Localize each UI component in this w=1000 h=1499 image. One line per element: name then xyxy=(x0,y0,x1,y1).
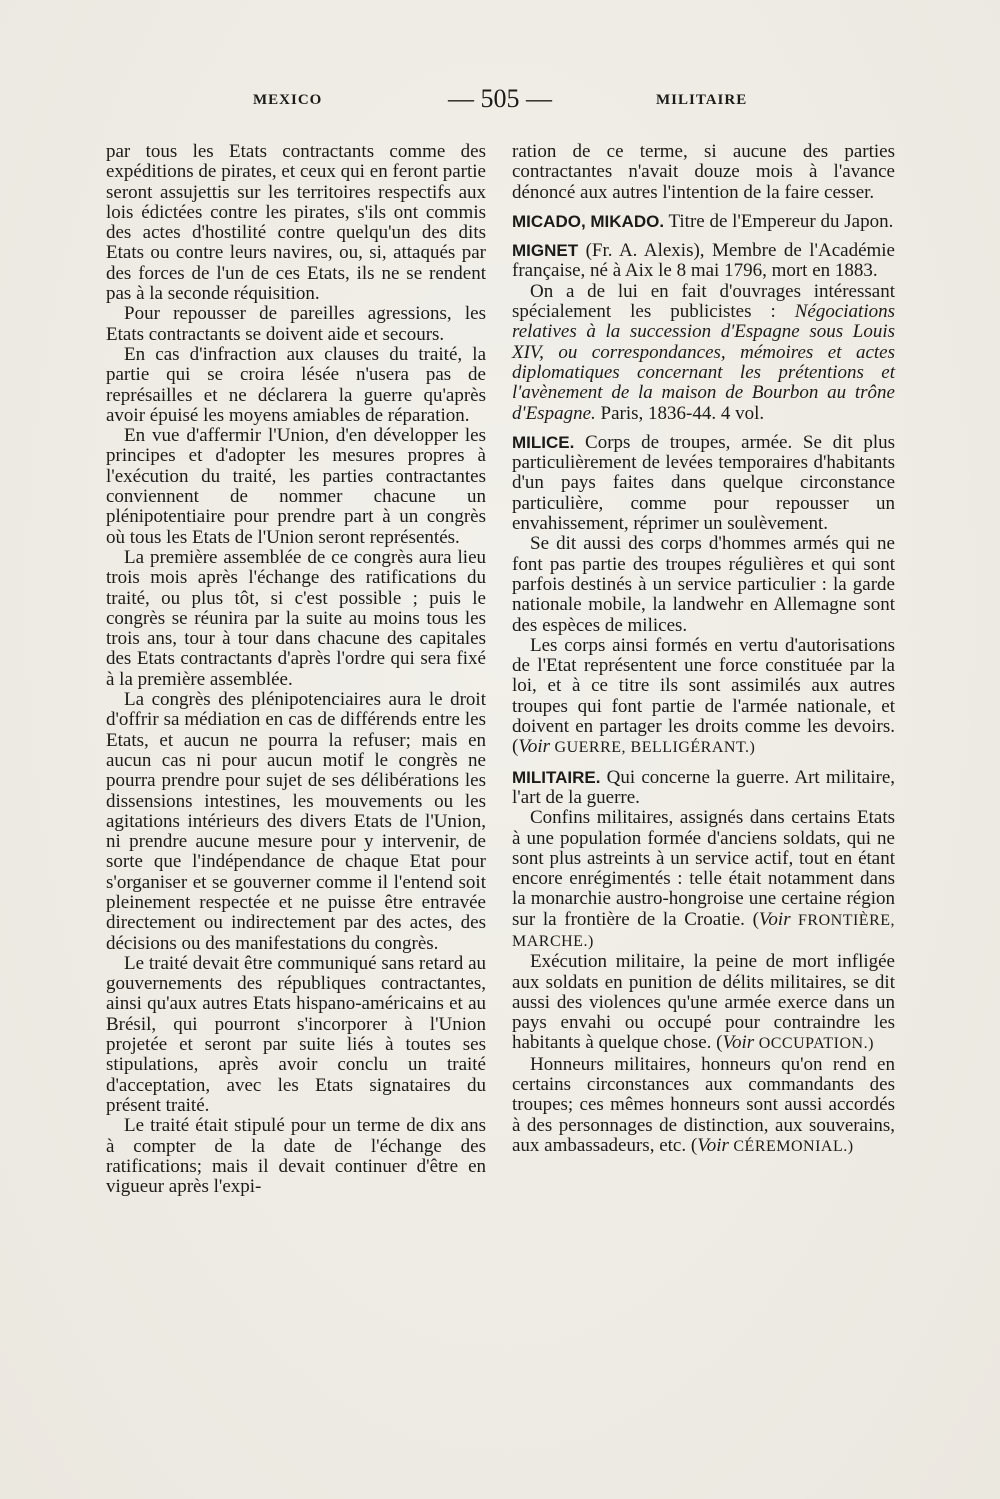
text-run: Honneurs militaires, honneurs qu'on rend en certains circonstances aux commandants des troupes; ces mêmes honneurs sont aussi accordés à des personnages de distinction, aux souverains, aux ambassadeurs, etc. ( xyxy=(512,1053,895,1156)
paragraph: Pour repousser de pareilles agressions, les Etats contractants se doivent aide et secours. xyxy=(106,303,486,345)
entry-text: (Fr. A. Alexis), Membre de l'Académie française, né à Aix le 8 mai 1796, mort en 1883. xyxy=(512,240,895,282)
entry-headword: MILITAIRE. xyxy=(512,767,601,787)
text-run: Les corps ainsi formés en vertu d'autorisations de l'Etat représentent une force constituée par la loi, et à ce titre ils sont assimilés aux autres troupes qui font partie de l'armée nationale, et doivent en partager les droits comme les devoirs. ( xyxy=(512,634,895,758)
text-run: Paris, 1836-44. 4 vol. xyxy=(595,402,765,424)
paragraph xyxy=(512,282,895,424)
right-column xyxy=(512,142,895,1157)
paragraph xyxy=(512,952,895,1054)
entry-text: Titre de l'Empereur du Japon. xyxy=(664,210,894,232)
entry-milice xyxy=(512,433,895,534)
paragraph: En cas d'infraction aux clauses du traité, la partie qui se croira lésée n'usera pas de représailles et ne déclarera la guerre qu'après avoir épuisé les moyens amiables de réparation. xyxy=(106,343,486,426)
voir-reference: Voir xyxy=(697,1134,729,1156)
entry-micado xyxy=(512,212,895,232)
voir-reference: Voir xyxy=(758,908,791,930)
book-title: Négociations relatives à la succession d'Espagne sous Louis XIV, ou correspondances, mémoires et actes diplomatiques concernant les prétentions et l'avènement de la maison de Bourbon au trône d'Espagne. xyxy=(512,301,895,424)
text-run: Exécution militaire, la peine de mort infligée aux soldats en punition de délits militaires, se dit aussi des violences qu'une armée exerce dans un pays envahi ou occupé pour contraindre les habitants à quelque chose. ( xyxy=(512,951,895,1054)
paragraph xyxy=(512,636,895,759)
cross-reference: CÉREMONIAL.) xyxy=(728,1137,854,1155)
entry-text: Qui concerne la guerre. Art militaire, l'art de la guerre. xyxy=(512,766,895,808)
paragraph: Se dit aussi des corps d'hommes armés qui ne font pas partie des troupes régulières et qui sont parfois destinés à un service particulier : la garde nationale mobile, la landwehr en Allemagne sont des espèces de milices. xyxy=(512,533,895,636)
header-right-title: MILITAIRE xyxy=(656,92,748,108)
text-run: On a de lui en fait d'ouvrages intéressant spécialement les publicistes : xyxy=(512,280,895,323)
entry-militaire xyxy=(512,768,895,809)
page-number: — 505 — xyxy=(448,84,552,113)
entry-headword: MICADO, MIKADO. xyxy=(512,211,665,231)
paragraph: ration de ce terme, si aucune des parties contractantes n'avait douze mois à l'avance dénoncé aux autres l'intention de la faire cesser. xyxy=(512,141,895,203)
paragraph xyxy=(512,1055,895,1157)
paragraph: La première assemblée de ce congrès aura lieu trois mois après l'échange des ratifications du traité, ou plus tôt, si c'est possible ; puis le congrès se réunira par la suite au moins tous les trois ans, tour à tour dans chacune des capitales des Etats contractants d'après l'ordre qui sera fixé à la première assemblée. xyxy=(106,546,486,690)
entry-headword: MILICE. xyxy=(512,432,575,452)
voir-reference: Voir xyxy=(518,736,551,758)
left-column xyxy=(106,142,486,1197)
voir-reference: Voir xyxy=(722,1032,755,1054)
entry-headword: MIGNET xyxy=(512,241,579,261)
header-left-title: MEXICO xyxy=(253,92,323,108)
running-header xyxy=(0,84,1000,118)
entry-text: Corps de troupes, armée. Se dit plus particulièrement de levées temporaires d'habitants d'un pays faites dans quelque circonstance particulière, comme pour repousser un envahissement, réprimer un soulèvement. xyxy=(512,431,895,535)
paragraph: par tous les Etats contractants comme des expéditions de pirates, et ceux qui en feront partie seront assujettis sur les territoires respectifs aux lois édictées contre les pirates, s'ils ont commis des actes d'hostilité contre quelqu'un des dits Etats ou contre leurs navires, ou, si, attaqués par des forces de l'un de ces Etats, ils ne se rendent pas à la seconde réquisition. xyxy=(106,141,486,305)
paragraph xyxy=(512,808,895,952)
paragraph: La congrès des plénipotenciaires aura le droit d'offrir sa médiation en cas de différends entre les Etats, et aucun ne pourra la refuser; mais en aucun cas ni pour aucun motif le congrès ne pourra prendre pour sujet de ses délibérations les dissensions intestines, les mouvements ou les agitations intérieurs des divers Etats de l'Union, ni prendre aucune mesure pour y intervenir, de sorte que l'indépendance de chaque Etat pour s'organiser et se gouverner comme il l'entend soit pleinement respectée et ne puisse être entravée directement ou indirectement par des actes, des décisions ou des manifestations du congrès. xyxy=(106,689,486,954)
entry-mignet xyxy=(512,241,895,282)
paragraph: Le traité était stipulé pour un terme de dix ans à compter de la date de l'échange des ratifications; mais il devait continuer d'être en vigueur après l'expi- xyxy=(106,1115,486,1198)
cross-reference: GUERRE, BELLIGÉRANT.) xyxy=(550,739,756,757)
cross-reference: FRONTIÈRE, MARCHE.) xyxy=(512,911,896,950)
cross-reference: OCCUPATION.) xyxy=(754,1035,874,1053)
text-run: Confins militaires, assignés dans certains Etats à une population formée d'anciens soldats, qui ne sont plus astreints à un service actif, tout en étant encore enrégimentés : telle était notamment dans la monarchie austro-hongroise une certaine région sur la frontière de la Croatie. ( xyxy=(512,807,895,930)
paragraph: Le traité devait être communiqué sans retard au gouvernements des républiques contractantes, ainsi qu'aux autres Etats hispano-américains et au Brésil, qui pourront s'incorporer à l'Union projetée et seront par suite liés à toutes ses stipulations, après avoir conclu un traité d'acceptation, avec les Etats signataires du présent traité. xyxy=(106,952,486,1116)
paragraph: En vue d'affermir l'Union, d'en développer les principes et d'adopter les mesures propres à l'exécution du traité, les parties contractantes conviennent de nommer chacune un plénipotentiaire pour prendre part à un congrès où tous les Etats de l'Union seront représentés. xyxy=(106,425,486,548)
